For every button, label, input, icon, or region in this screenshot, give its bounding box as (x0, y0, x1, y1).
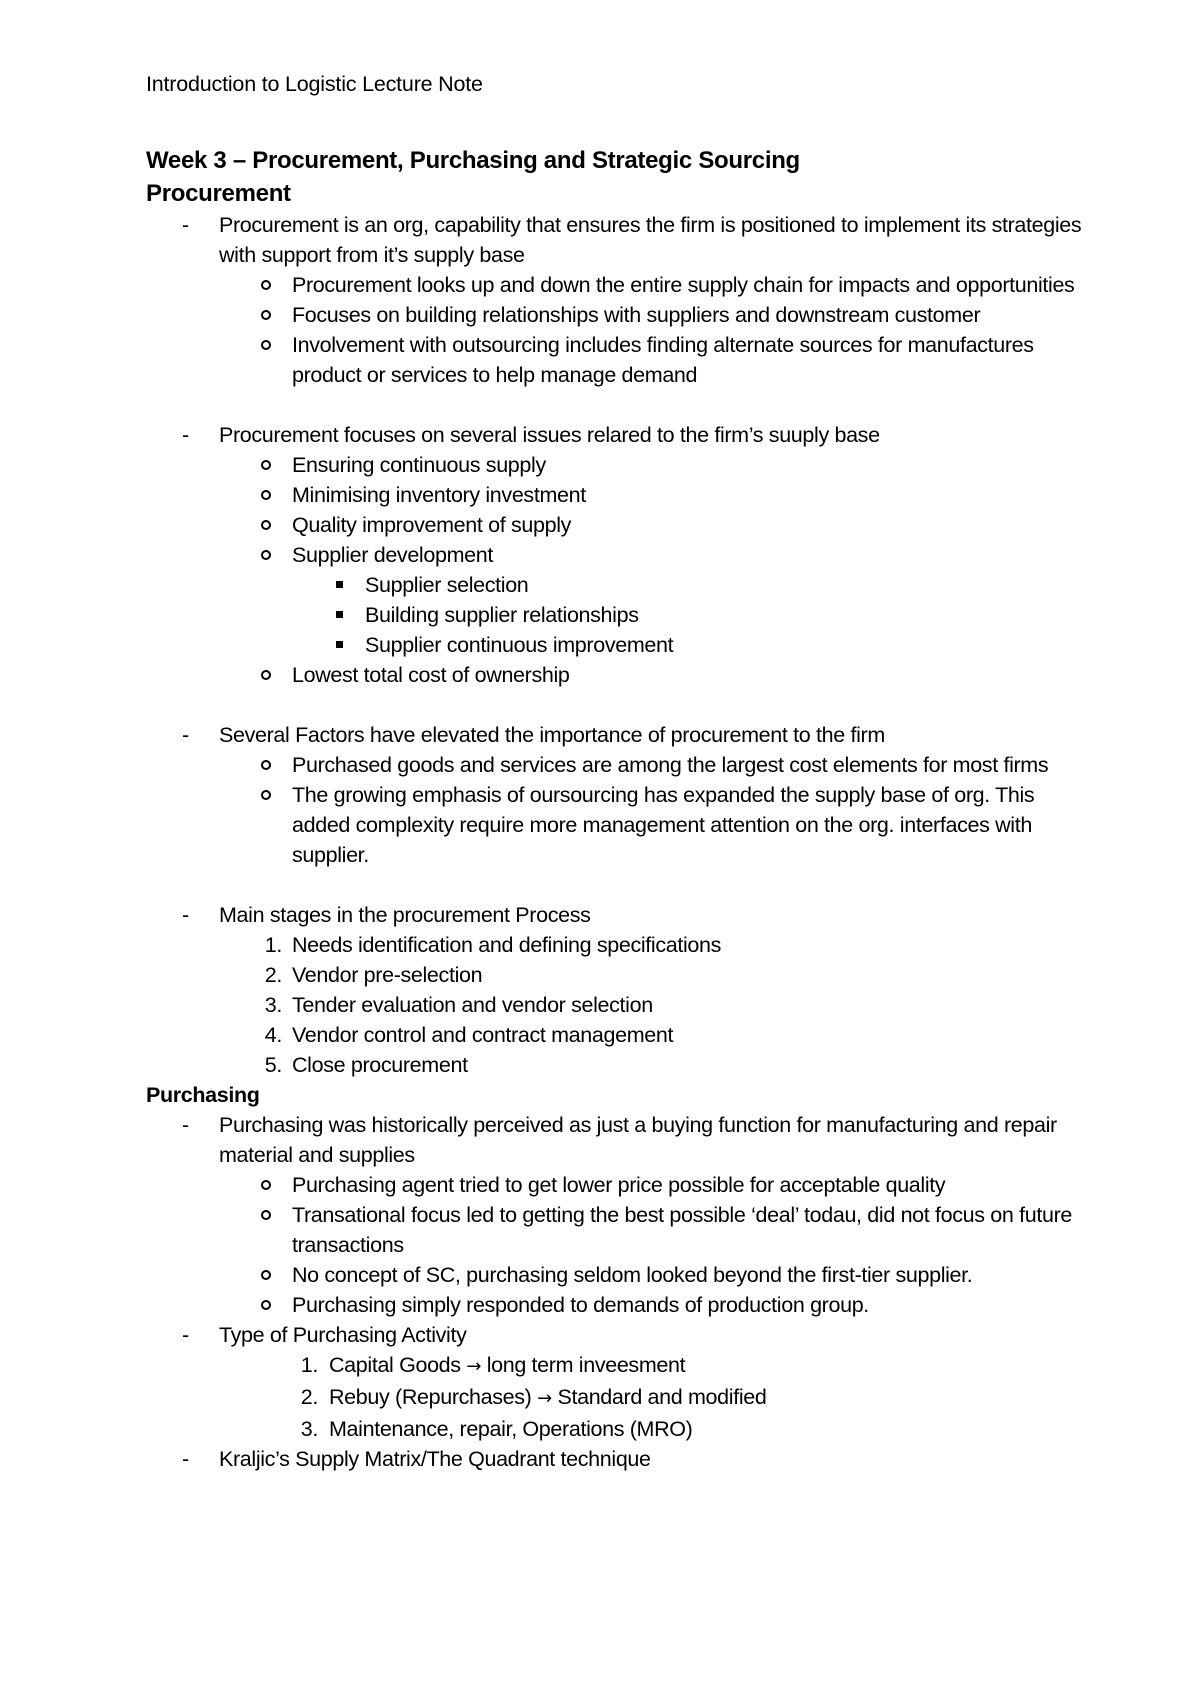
list-item-text: Tender evaluation and vendor selection (292, 993, 653, 1017)
numbered-item (146, 1020, 1086, 1050)
numbered-item (146, 1414, 1086, 1444)
circle-bullet-icon (257, 450, 271, 480)
list-item-text: Capital Goods (329, 1353, 461, 1377)
list-item-text: Close procurement (292, 1053, 468, 1077)
list-item (146, 1260, 1086, 1290)
list-item-text: Supplier selection (365, 573, 529, 597)
list-item-text: Standard and modified (557, 1385, 767, 1409)
list-item (146, 1110, 1086, 1170)
list-item (146, 300, 1086, 330)
item-number: 4. (264, 1023, 282, 1047)
list-item (146, 1290, 1086, 1320)
circle-bullet-icon (257, 1260, 271, 1290)
list-item (146, 480, 1086, 510)
list-item-text: Transational focus led to getting the best possible ‘deal’ todau, did not focus on future transactions (292, 1203, 1073, 1257)
list-item (146, 750, 1086, 780)
list-item-text: Building supplier relationships (365, 603, 639, 627)
list-item-text: Purchasing was historically perceived as just a buying function for manufacturing and repair material and supplies (219, 1113, 1057, 1167)
section-heading-purchasing: Purchasing (146, 1083, 260, 1107)
circle-bullet-icon (257, 750, 271, 780)
list-item (146, 720, 1086, 750)
circle-bullet-icon (257, 480, 271, 510)
list-item (146, 450, 1086, 480)
list-item-text: Quality improvement of supply (292, 513, 572, 537)
list-item-text: Minimising inventory investment (292, 483, 586, 507)
list-item (146, 600, 1086, 630)
list-item-text: Main stages in the procurement Process (219, 903, 591, 927)
list-item-text: Procurement looks up and down the entire supply chain for impacts and opportunities (292, 273, 1075, 297)
list-item-text: Ensuring continuous supply (292, 453, 546, 477)
list-item-text: Procurement focuses on several issues relared to the firm’s suuply base (219, 423, 880, 447)
numbered-item (146, 990, 1086, 1020)
dash-bullet: - (182, 1113, 189, 1137)
numbered-item (146, 1350, 1086, 1382)
list-item-text: Vendor control and contract management (292, 1023, 674, 1047)
list-item-text: long term inveesment (486, 1353, 686, 1377)
list-item-text: Purchasing agent tried to get lower price possible for acceptable quality (292, 1173, 946, 1197)
list-item-text: Supplier development (292, 543, 493, 567)
circle-bullet-icon (257, 660, 271, 690)
right-arrow-icon: → (466, 1356, 482, 1377)
spacer (146, 690, 1086, 720)
square-bullet-icon (329, 600, 343, 630)
list-item (146, 510, 1086, 540)
numbered-item (146, 1050, 1086, 1080)
list-item-text: Rebuy (Repurchases) (329, 1385, 532, 1409)
item-number: 2. (300, 1385, 318, 1409)
list-item-text: Kraljic’s Supply Matrix/The Quadrant technique (219, 1447, 651, 1471)
list-item (146, 780, 1086, 870)
item-number: 2. (264, 963, 282, 987)
item-number: 5. (264, 1053, 282, 1077)
item-number: 1. (264, 933, 282, 957)
dash-bullet: - (182, 1323, 189, 1347)
item-number: 3. (300, 1417, 318, 1441)
list-item-text: Procurement is an org, capability that ensures the firm is positioned to implement its strategies with support from it’s supply base (219, 213, 1082, 267)
list-item-text: Purchasing simply responded to demands of production group. (292, 1293, 869, 1317)
list-item-text: Several Factors have elevated the importance of procurement to the firm (219, 723, 885, 747)
list-item-text: Type of Purchasing Activity (219, 1323, 467, 1347)
circle-bullet-icon (257, 1200, 271, 1230)
list-item (146, 330, 1086, 390)
dash-bullet: - (182, 1447, 189, 1471)
circle-bullet-icon (257, 270, 271, 300)
circle-bullet-icon (257, 510, 271, 540)
numbered-item (146, 960, 1086, 990)
list-item (146, 420, 1086, 450)
list-item (146, 210, 1086, 270)
list-item (146, 1200, 1086, 1260)
list-item-text: Maintenance, repair, Operations (MRO) (329, 1417, 693, 1441)
list-item-text: No concept of SC, purchasing seldom looked beyond the first-tier supplier. (292, 1263, 973, 1287)
list-item (146, 630, 1086, 660)
list-item (146, 1170, 1086, 1200)
list-item (146, 900, 1086, 930)
numbered-item (146, 930, 1086, 960)
section-heading-procurement: Procurement (146, 180, 291, 207)
circle-bullet-icon (257, 1170, 271, 1200)
list-item (146, 270, 1086, 300)
list-item-text: Lowest total cost of ownership (292, 663, 570, 687)
dash-bullet: - (182, 903, 189, 927)
dash-bullet: - (182, 723, 189, 747)
dash-bullet: - (182, 213, 189, 237)
list-item (146, 660, 1086, 690)
right-arrow-icon: → (537, 1388, 552, 1409)
square-bullet-icon (329, 570, 343, 600)
spacer (146, 390, 1086, 420)
spacer (146, 870, 1086, 900)
square-bullet-icon (329, 630, 343, 660)
document-header: Introduction to Logistic Lecture Note (146, 72, 483, 96)
list-item-text: The growing emphasis of oursourcing has expanded the supply base of org. This added complexity require more management attention on the org. interfaces with supplier. (292, 783, 1035, 867)
circle-bullet-icon (257, 1290, 271, 1320)
numbered-item (146, 1382, 1086, 1414)
circle-bullet-icon (257, 300, 271, 330)
circle-bullet-icon (257, 780, 271, 810)
dash-bullet: - (182, 423, 189, 447)
list-item-text: Vendor pre-selection (292, 963, 483, 987)
list-item (146, 1444, 1086, 1474)
circle-bullet-icon (257, 540, 271, 570)
list-item (146, 1320, 1086, 1350)
list-item-text: Involvement with outsourcing includes finding alternate sources for manufactures product or services to help manage demand (292, 333, 1034, 387)
list-item-text: Needs identification and defining specifications (292, 933, 722, 957)
item-number: 1. (300, 1353, 318, 1377)
item-number: 3. (264, 993, 282, 1017)
document-body (146, 144, 1086, 1474)
list-item-text: Supplier continuous improvement (365, 633, 674, 657)
circle-bullet-icon (257, 330, 271, 360)
list-item (146, 540, 1086, 570)
page-title: Week 3 – Procurement, Purchasing and Strategic Sourcing (146, 147, 800, 174)
list-item (146, 570, 1086, 600)
list-item-text: Focuses on building relationships with suppliers and downstream customer (292, 303, 981, 327)
list-item-text: Purchased goods and services are among the largest cost elements for most firms (292, 753, 1049, 777)
